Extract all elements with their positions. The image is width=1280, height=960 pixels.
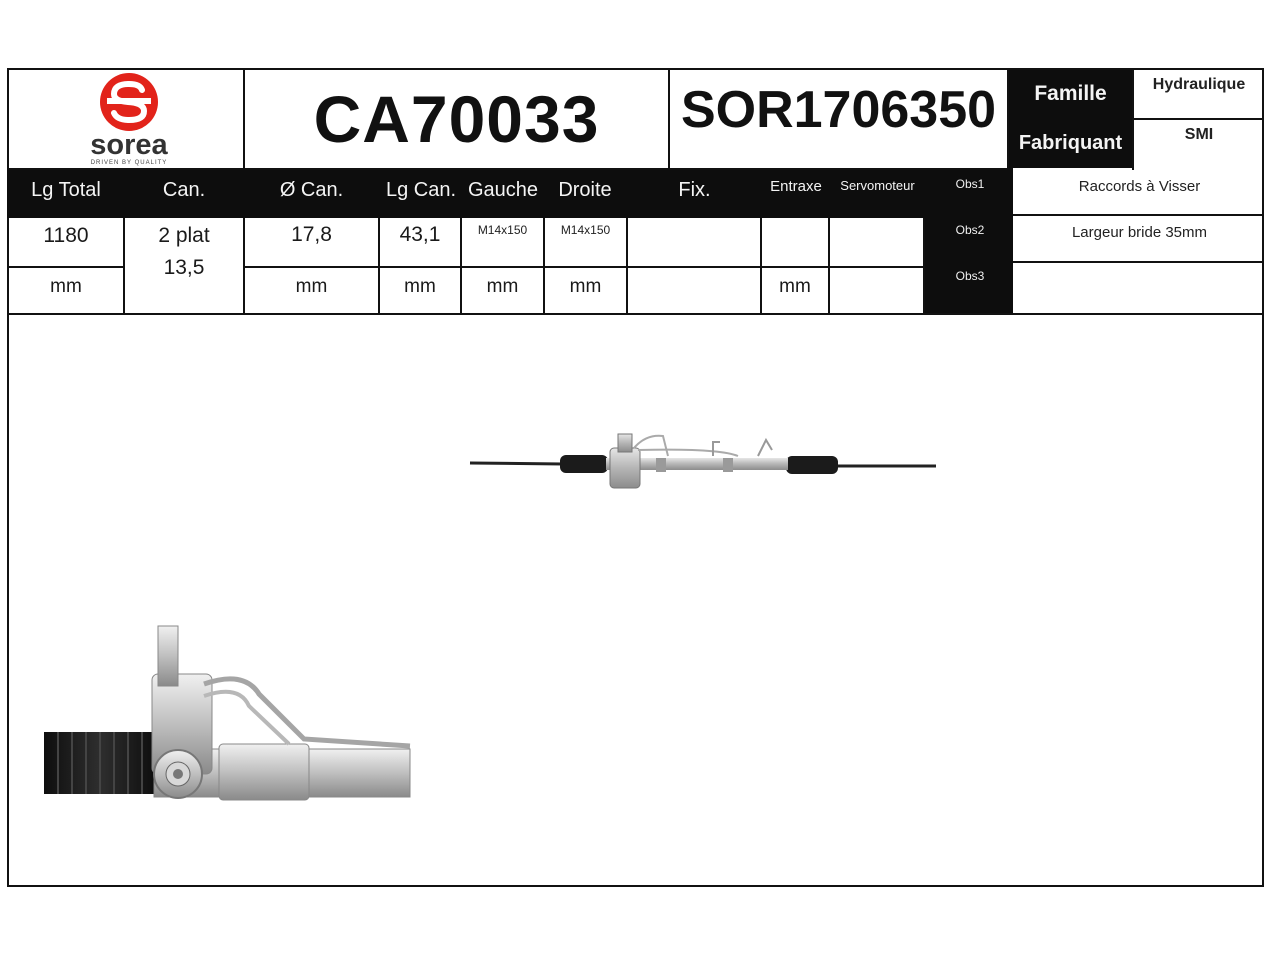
unit-droite: mm — [569, 276, 602, 297]
unit-lg-can: mm — [404, 276, 436, 297]
col-lg-total: Lg Total — [31, 178, 101, 201]
col-diam-can: Ø Can. — [279, 178, 344, 201]
divider — [7, 313, 1264, 315]
col-servomoteur: Servomoteur — [840, 177, 915, 193]
obs2-label: Obs2 — [955, 223, 985, 237]
col-lg-can: Lg Can. — [385, 178, 457, 201]
value-lg-can: 43,1 — [399, 223, 441, 246]
famille-value: Hydraulique — [1152, 76, 1246, 93]
unit-lg-total: mm — [50, 276, 82, 297]
value-gauche: M14x150 — [477, 223, 528, 237]
col-can: Can. — [162, 178, 206, 201]
obs3-value — [1015, 264, 1264, 292]
col-fix: Fix. — [678, 178, 711, 201]
logo-wordmark: sorea — [90, 129, 168, 161]
unit-diam-can: mm — [295, 276, 328, 297]
part-reference: CA70033 — [313, 82, 600, 156]
sorea-logo — [60, 70, 200, 168]
steering-rack-photo — [468, 428, 938, 498]
unit-gauche: mm — [486, 276, 519, 297]
divider — [828, 218, 830, 315]
obs1-label: Obs1 — [955, 177, 985, 191]
svg-text:DRIVEN BY QUALITY: DRIVEN BY QUALITY — [90, 160, 168, 166]
unit-entraxe: mm — [779, 276, 811, 297]
value-can-line2: 13,5 — [163, 256, 205, 279]
steering-rack-detail-photo — [44, 624, 414, 804]
col-gauche: Gauche — [467, 178, 539, 201]
col-droite: Droite — [558, 178, 612, 201]
value-can-line1: 2 plat — [158, 224, 210, 247]
obs3-label: Obs3 — [955, 269, 985, 283]
value-lg-total: 1180 — [43, 224, 89, 247]
fabriquant-value: SMI — [1184, 126, 1214, 143]
fabriquant-label: Fabriquant — [1018, 131, 1123, 154]
divider — [1013, 214, 1264, 216]
famille-label: Famille — [1034, 82, 1107, 105]
sor-reference: SOR1706350 — [680, 81, 997, 139]
divider — [626, 218, 628, 315]
value-diam-can: 17,8 — [291, 223, 332, 246]
value-droite: M14x150 — [560, 223, 611, 237]
divider — [923, 218, 925, 315]
obs1-value: Raccords à Visser — [1078, 177, 1201, 195]
obs2-value: Largeur bride 35mm — [1071, 223, 1208, 241]
divider — [1013, 261, 1264, 263]
col-entraxe: Entraxe — [770, 177, 822, 195]
